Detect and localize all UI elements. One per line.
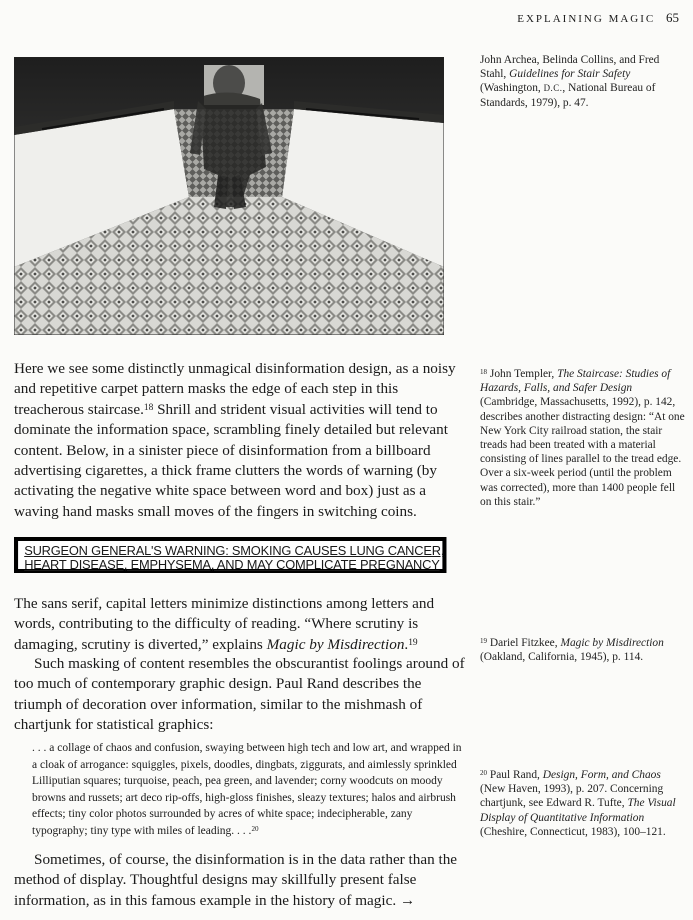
sidenote-20: $^{20}$ Paul Rand, Design, Form, and Chaos (New Haven, 1993), p. 207. Concerning chartjunk, see Edward R. Tufte, The Visual Display of Quantitative Information (Cheshire, Connecticut, 1983), 100–121. (480, 768, 676, 838)
running-header (517, 10, 679, 26)
body-paragraph-4: Sometimes, of course, the disinformation is in the data rather than the method of display. Thoughtful designs may skillfully present false information, as in this famous example in the history of magic. → (14, 851, 458, 909)
warning-line-1: SURGEON GENERAL'S WARNING: SMOKING CAUSES LUNG CANCER, (24, 544, 445, 558)
surgeon-general-warning-box (14, 537, 446, 573)
running-title: EXPLAINING MAGIC (517, 13, 656, 25)
sidenote-stair-safety: John Archea, Belinda Collins, and Fred Stahl, Guidelines for Stair Safety (Washington, D.C., National Bureau of Standards, 1979), p. 47. (480, 54, 660, 109)
sidenote-18: $^{18}$ John Templer, The Staircase: Studies of Hazards, Falls, and Safer Design (Cambridge, Massachusetts, 1992), p. 142, describes another distracting design: “At one New York City railroad station, the stair treads had been treated with a material consisting of lines parallel to the tread edge. Over a six-week period (until the problem was corrected), more than 1400 people fell on this stair.” (480, 367, 685, 508)
footnote-ref-19: 19 (408, 637, 418, 648)
stair-photo (14, 57, 444, 335)
body-paragraph-2: The sans serif, capital letters minimize distinctions among letters and words, contributing to the difficulty of reading. “Where scrutiny is damaging, scrutiny is diverted,” explains Magic by Misdirection.$^{19}$ (14, 595, 435, 653)
body-paragraph-3: Such masking of content resembles the obscurantist foolings around of too much of contemporary graphic design. Paul Rand describes the triumph of decoration over information, similar to the mishmash of chartjunk for statistical graphics: (14, 655, 465, 734)
footnote-ref-18: 18 (143, 402, 154, 413)
citation-title: Guidelines for Stair Safety (509, 68, 631, 81)
continue-arrow-icon: → (399, 891, 416, 909)
body-paragraph-1: Here we see some distinctly unmagical disinformation design, as a noisy and repetitive carpet pattern masks the edge of each step in this treacherous staircase.$^{18}$ Shrill and strident visual activities will tend to dominate the information space, scrambling finely detailed but relevant content. Below, in a sinister piece of disinformation from a billboard advertising cigarettes, a thick frame clutters the words of warning (by activating the negative white space between word and box) just as a waving hand masks small moves of the fingers in switching coins. (14, 360, 456, 520)
sidenote-19: $^{19}$ Dariel Fitzkee, Magic by Misdirection (Oakland, California, 1945), p. 114. (480, 636, 664, 664)
warning-line-2: HEART DISEASE, EMPHYSEMA, AND MAY COMPLICATE PREGNANCY (24, 558, 440, 572)
footnote-ref-20: 20 (251, 824, 259, 833)
block-quote-rand: . . . a collage of chaos and confusion, swaying between high tech and low art, and wrapped in a cloak of arrogance: squiggles, pixels, doodles, dingbats, ziggurats, and aimlessly sprinkled Lilliputian squares; turquoise, peach, pea green, and lavender; corny woodcuts on moody browns and russets; art deco rip-offs, high-gloss finishes, sleazy textures; halos and airbrush effects; tiny color photos surrounded by acres of white space; indecipherable, zany typography; tiny type with miles of leading. . . .$^{20}$ (32, 742, 462, 837)
page-number: 65 (666, 10, 679, 25)
stair-photo-drawing (14, 57, 444, 335)
